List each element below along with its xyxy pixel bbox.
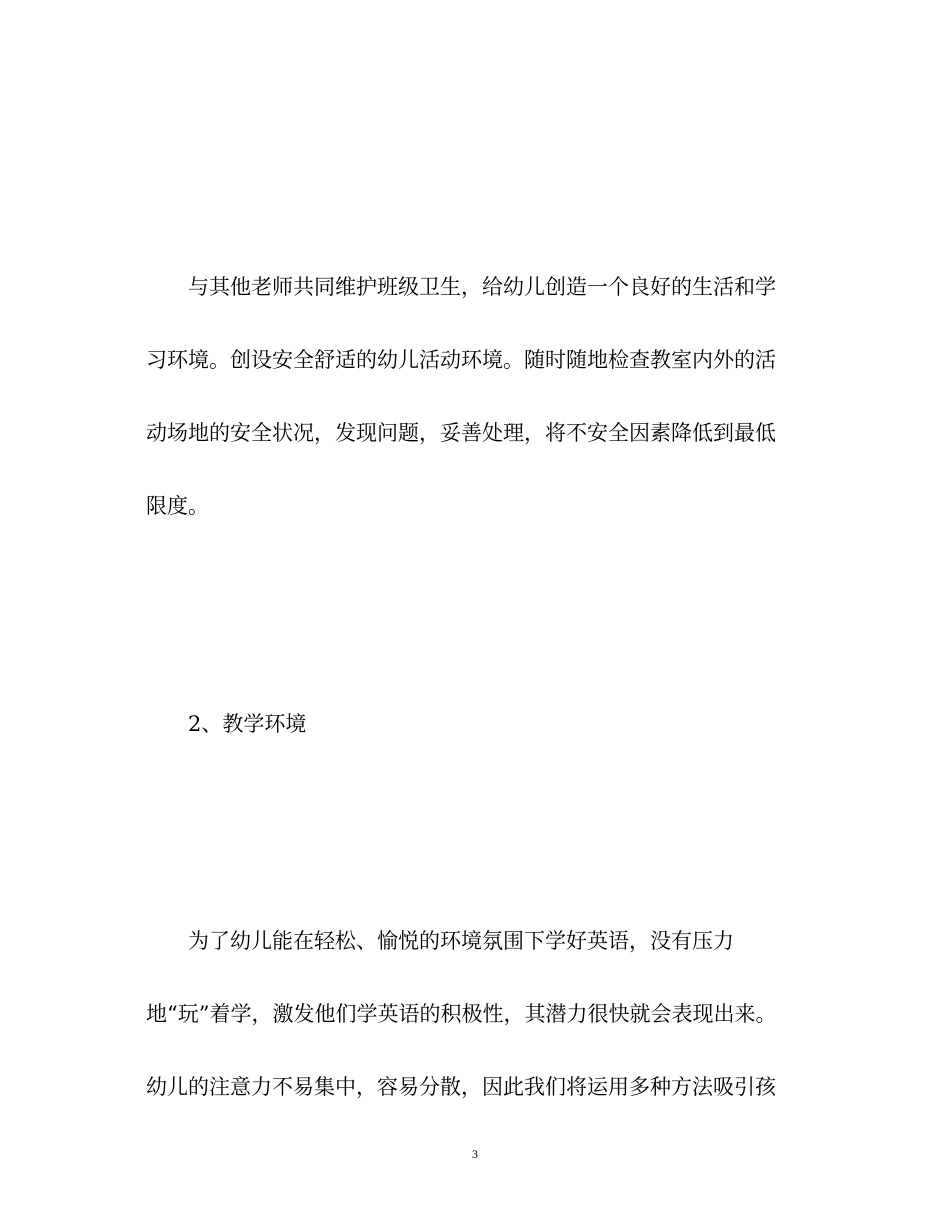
paragraph-line: 为了幼儿能在轻松、愉悦的环境氛围下学好英语，没有压力 (188, 929, 734, 953)
paragraph-line: 地“玩”着学，激发他们学英语的积极性，其潜力很快就会表现出来。 (146, 1002, 777, 1026)
section-heading (146, 688, 806, 761)
paragraph-line: 动场地的安全状况，发现问题，妥善处理，将不安全因素降低到最低 (146, 421, 776, 445)
paragraph-teaching-environment (146, 905, 806, 1124)
paragraph-line: 与其他老师共同维护班级卫生，给幼儿创造一个良好的生活和学 (188, 275, 776, 299)
paragraph-line: 习环境。创设安全舒适的幼儿活动环境。随时随地检查教室内外的活 (146, 348, 776, 372)
page-number: 3 (472, 1147, 478, 1161)
paragraph-line: 限度。 (146, 494, 209, 518)
paragraph-line: 幼儿的注意力不易集中，容易分散，因此我们将运用多种方法吸引孩 (146, 1075, 776, 1099)
section-heading-text: 2、教学环境 (188, 712, 307, 736)
paragraph-hygiene-environment (146, 251, 806, 543)
